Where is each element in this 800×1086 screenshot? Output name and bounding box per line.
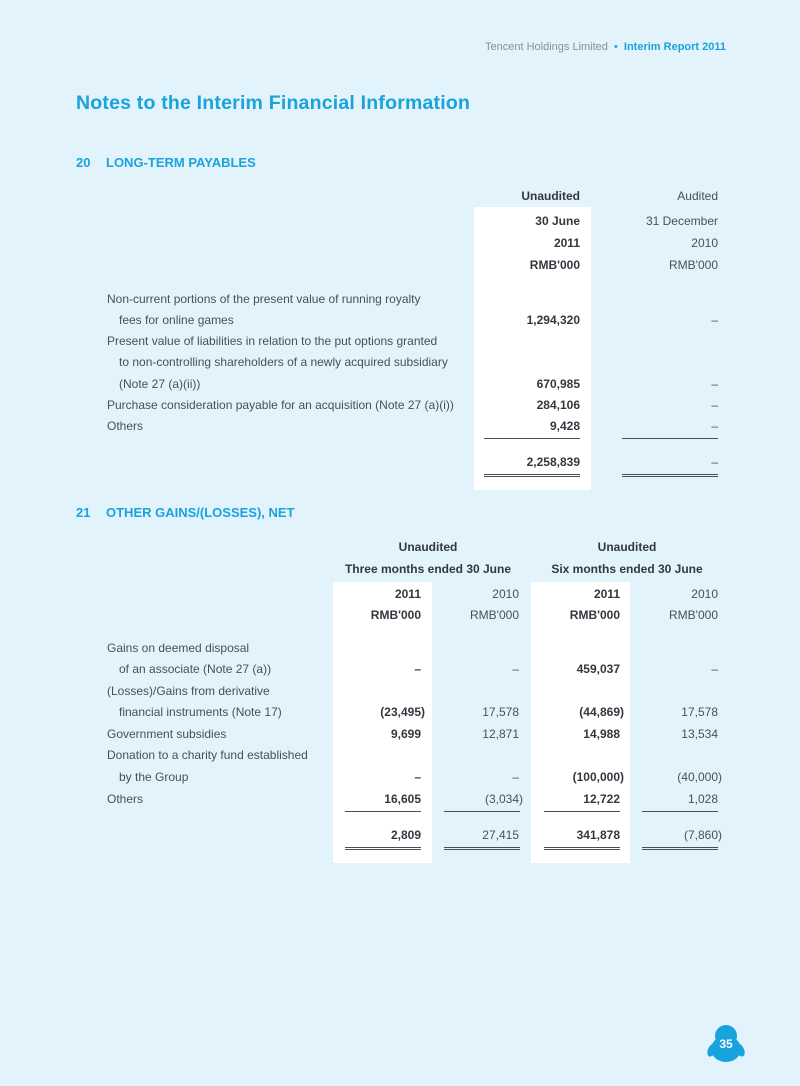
total-double-rule: [642, 847, 718, 850]
s20-date-2: 31 December: [645, 214, 718, 228]
s21-group-period-2: Six months ended 30 June: [551, 562, 703, 576]
s21-group-period-1: Three months ended 30 June: [344, 562, 512, 576]
s21-cell: –: [512, 770, 519, 784]
s20-row-label: fees for online games: [119, 313, 234, 327]
s21-cell: 12,722: [583, 792, 620, 806]
section-title: LONG-TERM PAYABLES: [106, 155, 256, 170]
s21-group-status-2: Unaudited: [597, 540, 657, 554]
s20-row-label: Present value of liabilities in relation to the put options granted: [107, 334, 438, 348]
s21-cell: (23,495): [380, 705, 425, 719]
s21-year: 2010: [691, 587, 718, 601]
total-double-rule: [345, 847, 421, 850]
s21-unit: RMB'000: [370, 608, 421, 622]
s21-cell: (3,034): [484, 792, 523, 806]
s21-cell: 17,578: [681, 705, 718, 719]
s20-total-2011: 2,258,839: [526, 455, 580, 469]
s21-row-label: financial instruments (Note 17): [119, 705, 282, 719]
subtotal-rule: [622, 438, 718, 439]
s21-unit: RMB'000: [669, 608, 718, 622]
s21-cell: –: [414, 770, 421, 784]
subtotal-rule: [444, 811, 520, 812]
s20-row-value-2010: –: [711, 377, 718, 391]
s20-year-1: 2011: [553, 236, 580, 250]
s21-row-label: Government subsidies: [107, 727, 227, 741]
s21-unit: RMB'000: [569, 608, 620, 622]
s20-date-1: 30 June: [535, 214, 580, 228]
s21-cell: 13,534: [681, 727, 718, 741]
s21-total: 27,415: [482, 828, 519, 842]
s21-cell: (40,000): [677, 770, 722, 784]
s20-unit-2: RMB'000: [669, 258, 718, 272]
s21-cell: (44,869): [579, 705, 624, 719]
s21-row-label: Gains on deemed disposal: [107, 641, 250, 655]
section-20-heading: [76, 155, 256, 170]
s20-year-2: 2010: [691, 236, 718, 250]
total-double-rule: [444, 847, 520, 850]
total-double-rule: [622, 474, 718, 477]
s21-total: (7,860): [683, 828, 722, 842]
subtotal-rule: [484, 438, 580, 439]
running-header: [485, 41, 726, 53]
page-number-badge: [704, 1023, 748, 1063]
s20-row-value-2010: –: [711, 419, 718, 433]
s20-unit-1: RMB'000: [529, 258, 580, 272]
highlight-column: [333, 582, 432, 863]
s21-total: 2,809: [390, 828, 421, 842]
s21-cell: –: [414, 662, 421, 676]
s20-row-value-2011: 1,294,320: [526, 313, 580, 327]
subtotal-rule: [642, 811, 718, 812]
s20-row-label: Purchase consideration payable for an acquisition (Note 27 (a)(i)): [107, 398, 454, 412]
s20-status-1: Unaudited: [521, 189, 580, 203]
header-company: Tencent Holdings Limited: [485, 41, 608, 53]
s21-year: 2011: [394, 587, 421, 601]
section-number: 20: [76, 155, 91, 170]
s20-status-2: Audited: [677, 189, 718, 203]
header-report: Interim Report 2011: [623, 41, 726, 53]
s21-row-label: (Losses)/Gains from derivative: [107, 684, 270, 698]
s21-cell: 459,037: [576, 662, 620, 676]
s21-cell: 14,988: [583, 727, 620, 741]
s21-total: 341,878: [576, 828, 620, 842]
s21-row-label: Donation to a charity fund established: [107, 748, 308, 762]
s21-row-label: of an associate (Note 27 (a)): [119, 662, 272, 676]
s20-row-label: Non-current portions of the present value of running royalty: [107, 292, 421, 306]
s20-row-value-2010: –: [711, 313, 718, 327]
section-21-heading: [76, 505, 295, 520]
s20-row-label: (Note 27 (a)(ii)): [119, 377, 201, 391]
s21-row-label: Others: [107, 792, 144, 806]
s21-cell: (100,000): [572, 770, 624, 784]
s21-year: 2011: [593, 587, 620, 601]
page-number: 35: [719, 1037, 733, 1051]
page-title: Notes to the Interim Financial Information: [76, 92, 471, 114]
s20-row-value-2010: –: [711, 398, 718, 412]
s21-cell: 16,605: [384, 792, 421, 806]
s21-cell: 1,028: [687, 792, 718, 806]
s21-cell: –: [512, 662, 519, 676]
s20-row-label: to non-controlling shareholders of a newly acquired subsidiary: [119, 355, 448, 369]
section-title: OTHER GAINS/(LOSSES), NET: [106, 505, 295, 520]
s20-row-label: Others: [107, 419, 144, 433]
bullet-icon: •: [613, 41, 618, 53]
total-double-rule: [484, 474, 580, 477]
s21-row-label: by the Group: [119, 770, 189, 784]
highlight-column: [531, 582, 630, 863]
s21-year: 2010: [492, 587, 519, 601]
s21-cell: 9,699: [390, 727, 421, 741]
subtotal-rule: [544, 811, 620, 812]
s21-unit: RMB'000: [470, 608, 519, 622]
s20-total-2010: –: [711, 455, 718, 469]
subtotal-rule: [345, 811, 421, 812]
s21-cell: 12,871: [482, 727, 519, 741]
section-number: 21: [76, 505, 91, 520]
s21-cell: 17,578: [482, 705, 519, 719]
s20-row-value-2011: 284,106: [536, 398, 580, 412]
s20-row-value-2011: 9,428: [549, 419, 580, 433]
s21-cell: –: [711, 662, 718, 676]
total-double-rule: [544, 847, 620, 850]
s20-row-value-2011: 670,985: [536, 377, 580, 391]
s21-group-status-1: Unaudited: [398, 540, 458, 554]
